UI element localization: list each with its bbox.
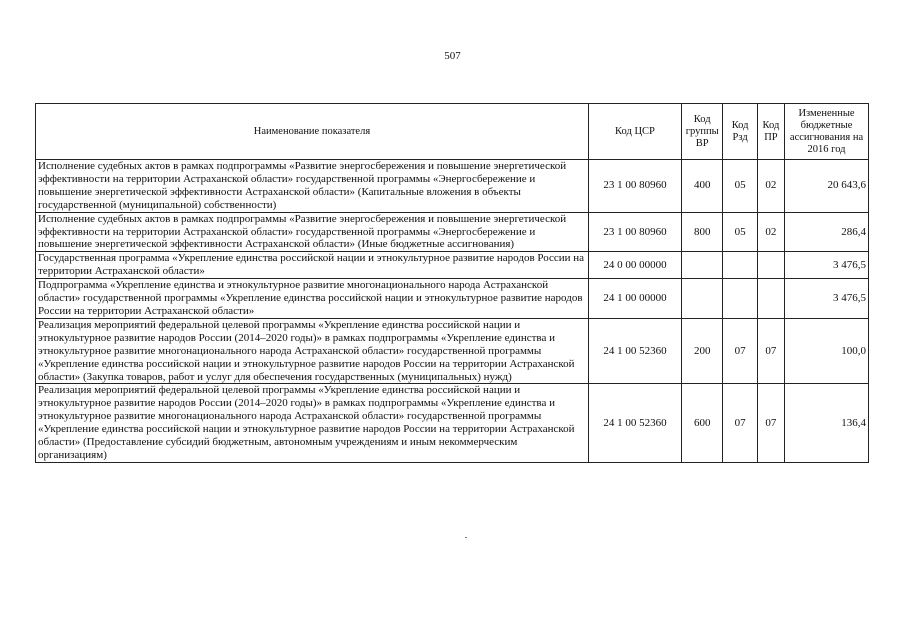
row-csr: 23 1 00 80960	[588, 160, 681, 213]
row-name: Исполнение судебных актов в рамках подпрограммы «Развитие энергосбережения и повышение энергетической эффективности на территории Астраханской области» государственной программы «Энергосбережение и повышение энергетической эффективности Астраханской области» (Капитальные вложения в объекты государственной (муниципальной) собственности)	[36, 160, 589, 213]
row-name: Государственная программа «Укрепление единства российской нации и этнокультурное развитие народов России на территории Астраханской области»	[36, 252, 589, 279]
row-sum: 3 476,5	[785, 252, 869, 279]
row-sum: 100,0	[785, 318, 869, 384]
row-sum: 136,4	[785, 384, 869, 462]
header-rzd: Код Рзд	[723, 104, 757, 160]
row-csr: 24 0 00 00000	[588, 252, 681, 279]
row-csr: 24 1 00 00000	[588, 279, 681, 319]
row-rzd: 05	[723, 212, 757, 252]
page-number: 507	[444, 50, 461, 62]
row-name: Исполнение судебных актов в рамках подпрограммы «Развитие энергосбережения и повышение энергетической эффективности на территории Астраханской области» государственной программы «Энергосбережение и повышение энергетической эффективности Астраханской области» (Иные бюджетные ассигнования)	[36, 212, 589, 252]
row-csr: 24 1 00 52360	[588, 318, 681, 384]
header-sum: Измененные бюджетные ассигнования на 2016 год	[785, 104, 869, 160]
row-csr: 24 1 00 52360	[588, 384, 681, 462]
row-vr: 200	[681, 318, 722, 384]
row-csr: 23 1 00 80960	[588, 212, 681, 252]
header-name: Наименование показателя	[36, 104, 589, 160]
table-row	[36, 212, 869, 252]
table-row	[36, 252, 869, 279]
row-rzd: 05	[723, 160, 757, 213]
row-sum: 20 643,6	[785, 160, 869, 213]
row-vr	[681, 252, 722, 279]
row-rzd: 07	[723, 384, 757, 462]
row-rzd	[723, 252, 757, 279]
table-row	[36, 384, 869, 462]
table-row	[36, 318, 869, 384]
header-pr: Код ПР	[757, 104, 784, 160]
row-vr	[681, 279, 722, 319]
row-vr: 400	[681, 160, 722, 213]
table-row	[36, 279, 869, 319]
row-sum: 3 476,5	[785, 279, 869, 319]
row-pr: 02	[757, 212, 784, 252]
row-pr: 07	[757, 384, 784, 462]
row-rzd: 07	[723, 318, 757, 384]
header-vr: Код группы ВР	[681, 104, 722, 160]
row-pr	[757, 279, 784, 319]
row-pr: 02	[757, 160, 784, 213]
row-name: Подпрограмма «Укрепление единства и этнокультурное развитие многонационального народа Астраханской области» государственной программы «Укрепление единства российской нации и этнокультурное развитие народов России на территории Астраханской области»	[36, 279, 589, 319]
row-vr: 600	[681, 384, 722, 462]
row-vr: 800	[681, 212, 722, 252]
row-rzd	[723, 279, 757, 319]
header-csr: Код ЦСР	[588, 104, 681, 160]
row-name: Реализация мероприятий федеральной целевой программы «Укрепление единства российской нации и этнокультурное развитие народов России (2014–2020 годы)» в рамках подпрограммы «Укрепление единства и этнокультурное развитие многонационального народа Астраханской области» государственной программы «Укрепление единства российской нации и этнокультурное развитие народов России на территории Астраханской области» (Предоставление субсидий бюджетным, автономным учреждениям и иным некоммерческим организациям)	[36, 384, 589, 462]
row-name: Реализация мероприятий федеральной целевой программы «Укрепление единства российской нации и этнокультурное развитие народов России (2014–2020 годы)» в рамках подпрограммы «Укрепление единства и этнокультурное развитие многонационального народа Астраханской области» государственной программы «Укрепление единства российской нации и этнокультурное развитие народов России на территории Астраханской области» (Закупка товаров, работ и услуг для обеспечения государственных (муниципальных) нужд)	[36, 318, 589, 384]
table-row	[36, 160, 869, 213]
row-sum: 286,4	[785, 212, 869, 252]
scan-speck	[465, 537, 467, 538]
budget-table	[35, 103, 869, 463]
row-pr	[757, 252, 784, 279]
row-pr: 07	[757, 318, 784, 384]
table-header-row	[36, 104, 869, 160]
